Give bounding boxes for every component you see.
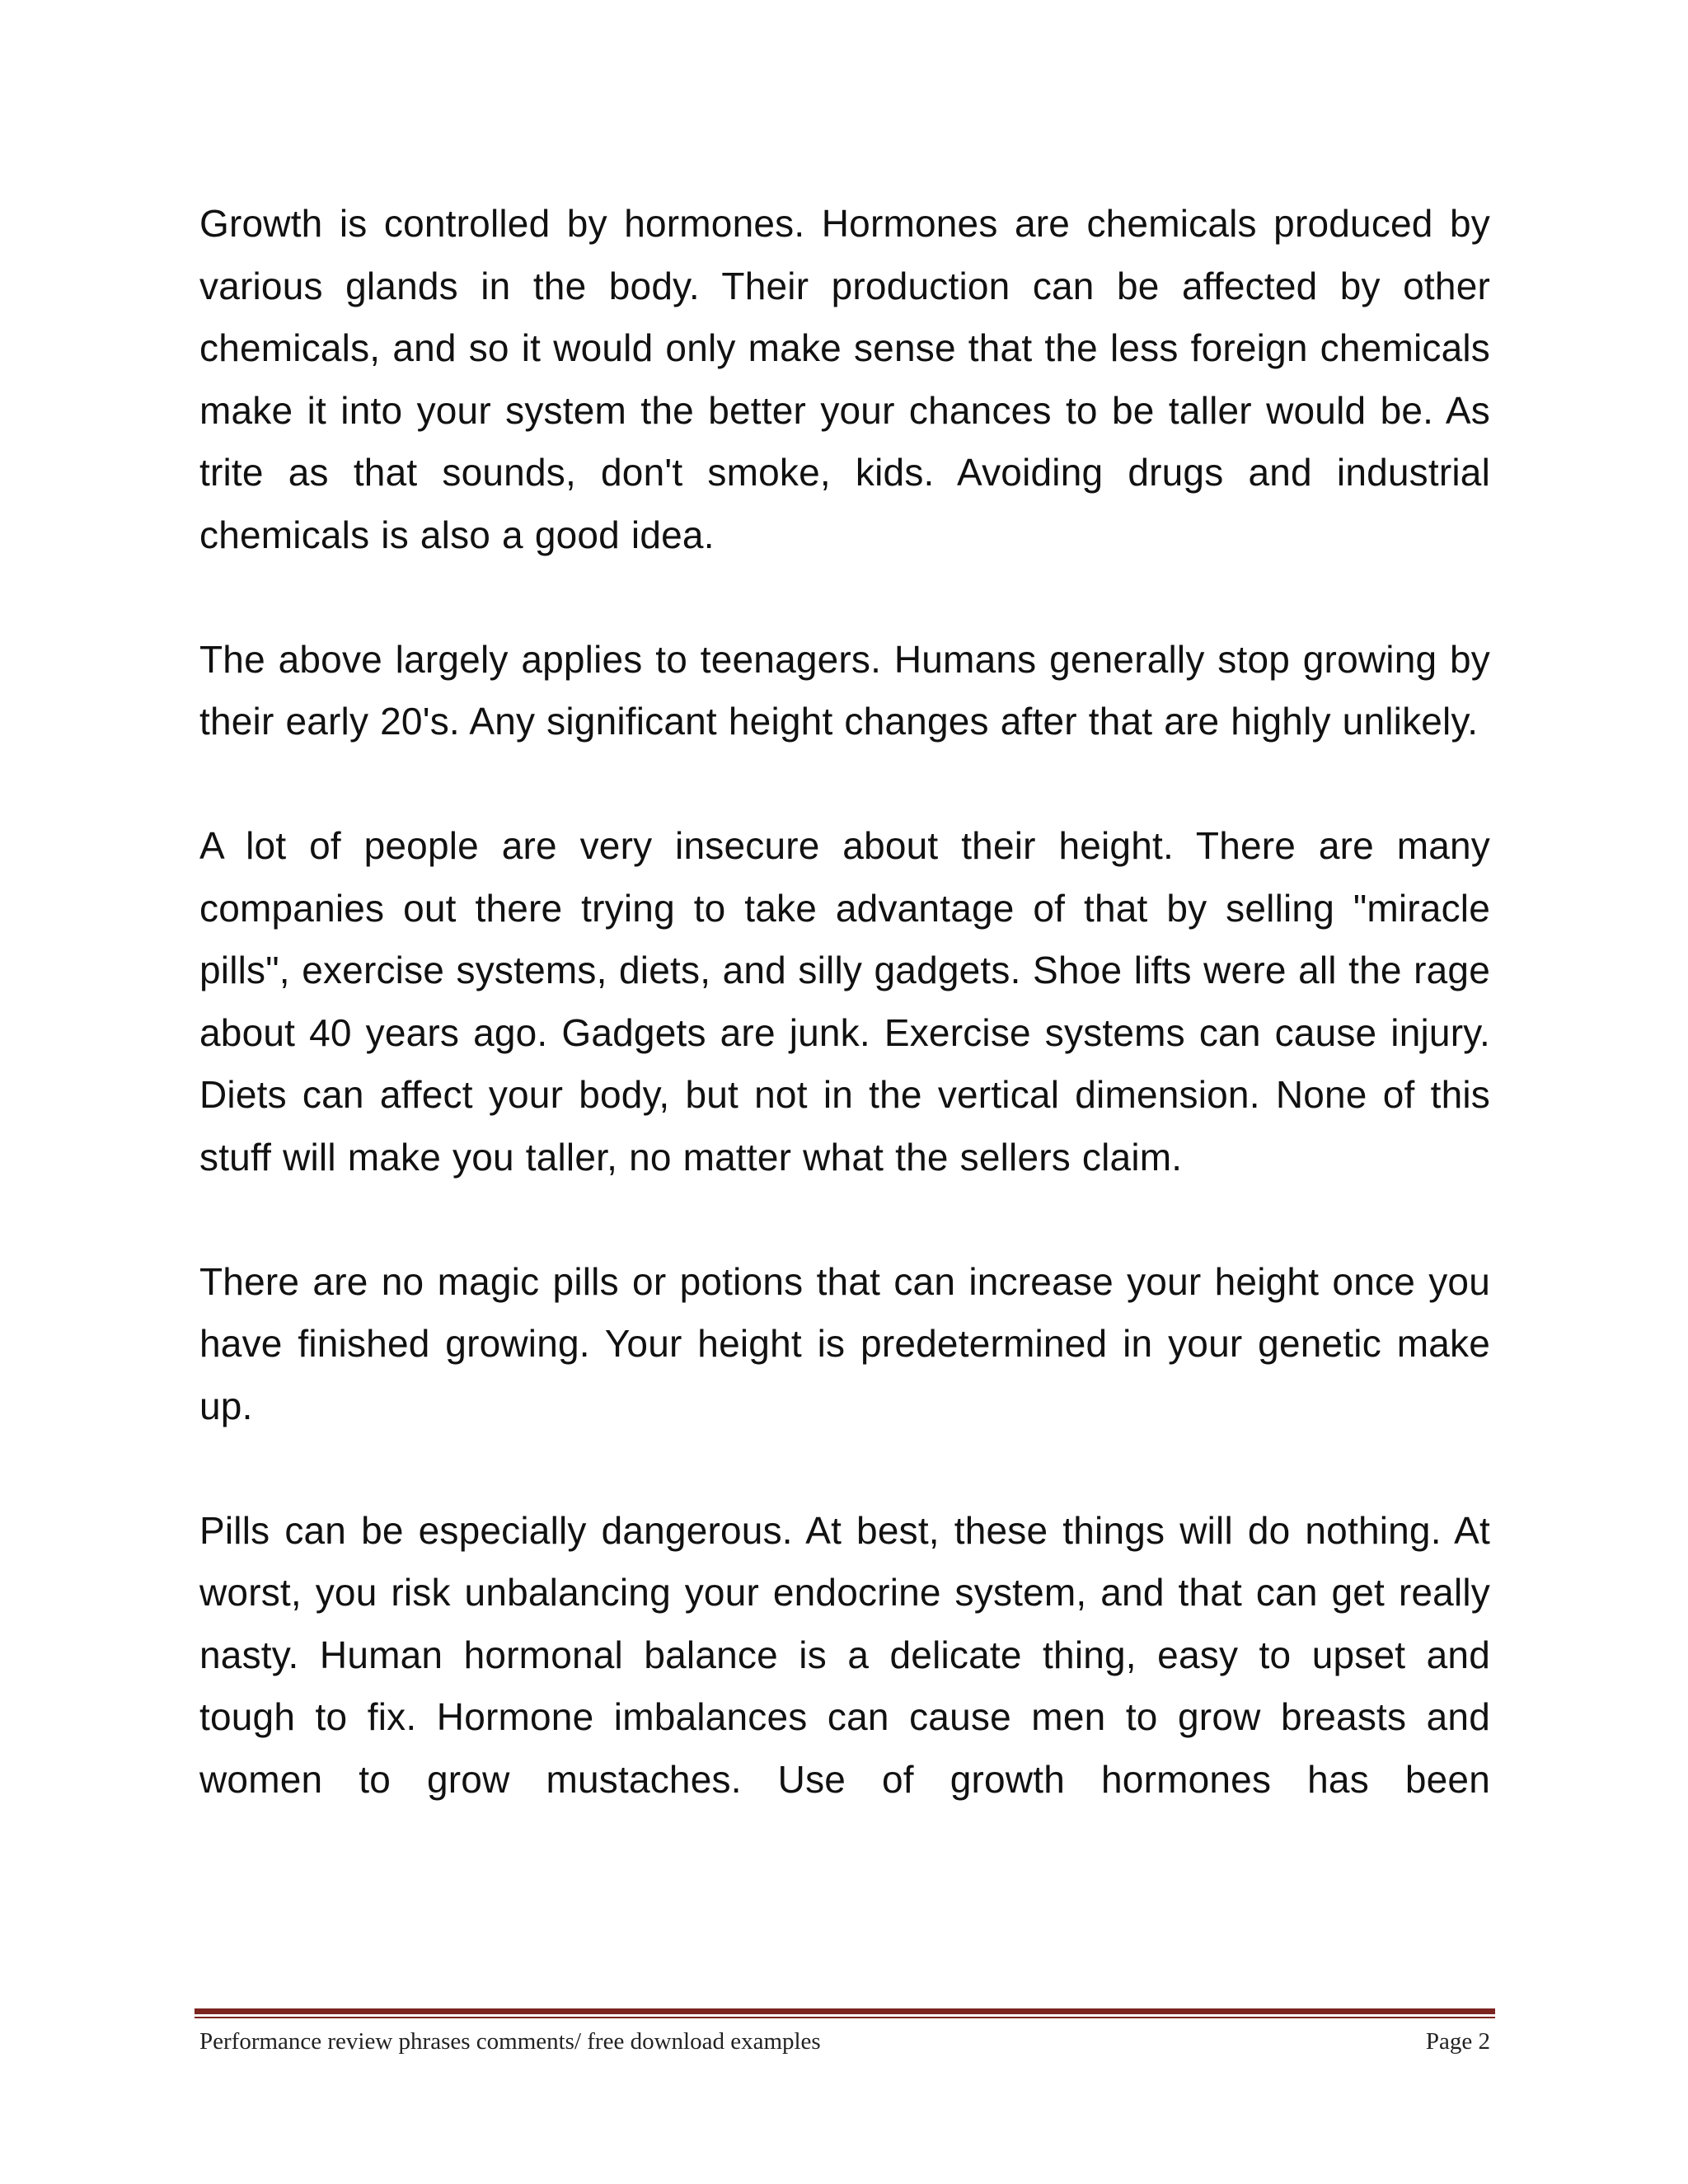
footer-divider xyxy=(195,2008,1495,2018)
paragraph-insecure: A lot of people are very insecure about their height. There are many companies out there trying to take advantage of that by selling "miracle pills", exercise systems, diets, and silly gadgets. Shoe lifts were all the rage about 40 years ago. Gadgets are junk. Exercise systems can cause injury. Diets can affect your body, but not in the vertical dimension. None of this stuff will make you taller, no matter what the sellers claim. xyxy=(199,824,1490,1179)
footer-divider-thick xyxy=(195,2008,1495,2014)
footer-title: Performance review phrases comments/ free download examples xyxy=(199,2028,821,2055)
paragraph-no-magic-pills: There are no magic pills or potions that can increase your height once you have finished growing. Your height is predetermined in your genetic make up. xyxy=(199,1259,1490,1427)
paragraph-hormones: Growth is controlled by hormones. Hormones are chemicals produced by various glands in the body. Their production can be affected by other chemicals, and so it would only make sense that the less foreign chemicals make it into your system the better your chances to be taller would be. As trite as that sounds, don't smoke, kids. Avoiding drugs and industrial chemicals is also a good idea. xyxy=(199,202,1490,556)
body-text xyxy=(199,193,1490,1811)
paragraph-teenagers: The above largely applies to teenagers. Humans generally stop growing by their early 20's. Any significant height changes after that are highly unlikely. xyxy=(199,637,1490,743)
footer-divider-thin xyxy=(195,2017,1495,2018)
paragraph-pills-dangerous: Pills can be especially dangerous. At best, these things will do nothing. At worst, you risk unbalancing your endocrine system, and that can get really nasty. Human hormonal balance is a delicate thing, easy to upset and tough to fix. Hormone imbalances can cause men to grow breasts and women to grow mustaches. Use of growth hormones has been xyxy=(199,1508,1490,1801)
page-number: Page 2 xyxy=(1425,2028,1490,2055)
